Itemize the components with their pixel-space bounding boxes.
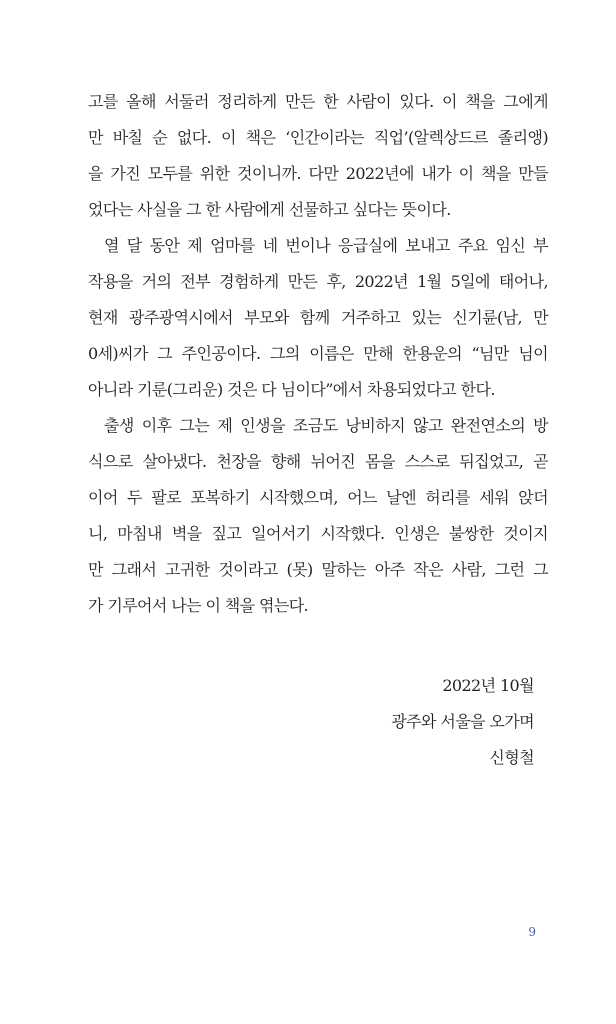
text-line: 0세)씨가 그 주인공이다. 그의 이름은 만해 한용운의 “님만 님이 bbox=[88, 344, 548, 363]
body-text bbox=[88, 84, 548, 624]
paragraph-1 bbox=[88, 84, 548, 228]
text-line: 열 달 동안 제 엄마를 네 번이나 응급실에 보내고 주요 임신 부 bbox=[104, 236, 548, 255]
signature-block bbox=[391, 668, 534, 776]
text-line: 식으로 살아냈다. 천장을 향해 뉘어진 몸을 스스로 뒤집었고, 곧 bbox=[88, 452, 548, 471]
text-line: 만 그래서 고귀한 것이라고 (못) 말하는 아주 작은 사람, 그런 그 bbox=[88, 560, 548, 579]
text-line: 현재 광주광역시에서 부모와 함께 거주하고 있는 신기륜(남, 만 bbox=[88, 308, 548, 327]
paragraph-3 bbox=[88, 408, 548, 624]
page-number: 9 bbox=[528, 925, 536, 939]
signature-date: 2022년 10월 bbox=[442, 676, 534, 695]
signature-place: 광주와 서울을 오가며 bbox=[391, 712, 534, 731]
text-line: 만 바칠 순 없다. 이 책은 ‘인간이라는 직업’(알렉상드르 졸리앵) bbox=[88, 128, 548, 147]
text-line: 을 가진 모두를 위한 것이니까. 다만 2022년에 내가 이 책을 만들 bbox=[88, 164, 548, 183]
text-line: 이어 두 팔로 포복하기 시작했으며, 어느 날엔 허리를 세워 앉더 bbox=[88, 488, 548, 507]
paragraph-2 bbox=[88, 228, 548, 408]
signature-author: 신형철 bbox=[489, 748, 534, 767]
text-line: 니, 마침내 벽을 짚고 일어서기 시작했다. 인생은 불쌍한 것이지 bbox=[88, 524, 548, 543]
text-line: 작용을 거의 전부 경험하게 만든 후, 2022년 1월 5일에 태어나, bbox=[88, 272, 548, 291]
text-line: 아니라 기룬(그리운) 것은 다 님이다”에서 차용되었다고 한다. bbox=[88, 380, 495, 399]
text-line: 가 기루어서 나는 이 책을 엮는다. bbox=[88, 596, 309, 615]
text-line: 었다는 사실을 그 한 사람에게 선물하고 싶다는 뜻이다. bbox=[88, 200, 451, 219]
text-line: 고를 올해 서둘러 정리하게 만든 한 사람이 있다. 이 책을 그에게 bbox=[88, 92, 548, 111]
text-line: 출생 이후 그는 제 인생을 조금도 낭비하지 않고 완전연소의 방 bbox=[104, 416, 548, 435]
